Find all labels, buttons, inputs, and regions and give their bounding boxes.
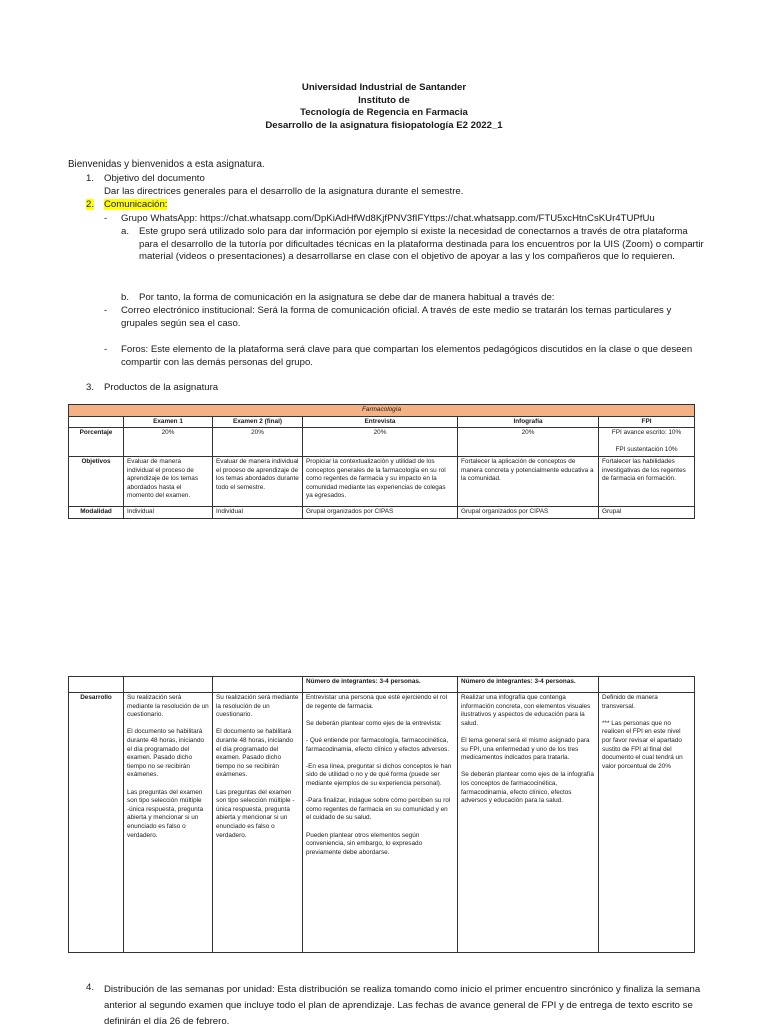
document-header [0,82,768,132]
table-row [69,693,695,953]
table-cell: 20% [213,428,303,457]
column-header: FPI [599,416,695,428]
table-cell: Su realización será mediante la resolución de un cuestionario. El documento se habilitará durante 48 horas, iniciando el día programado del examen. Pasado dicho tiempo no se recibirán exámenes. Las preguntas del examen son tipo selección múltiple - única respuesta, pregunta abierta y mencionar si un enunciado es falso o verdadero. [213,693,303,953]
section-1-number: 1. [86,173,95,184]
item-b-text: Por tanto, la forma de comunicación en la asignatura se debe dar de manera habitual a través de: [139,292,555,303]
section-1-title: Objetivo del documento [104,173,205,184]
dash-bullet: - [104,213,108,224]
table-cell: Individual [213,506,303,518]
section-4-text: Distribución de las semanas por unidad: Esta distribución se realiza tomando como inicio el primer encuentro sincrónico y finaliza la semana anterior al segundo examen que incluye todo el plan de aprendizaje. Las fechas de avance general de FPI y de entrega de texto escrito se definirán el día 26 de febrero. [104,984,701,1027]
table-cell: 20% [303,428,458,457]
table-cell: Grupal [599,506,695,518]
row-label: Objetivos [69,456,124,506]
program-name: Tecnología de Regencia en Farmacia [300,107,468,118]
entrevista-group-size: Número de integrantes: 3-4 personas. [303,677,458,693]
item-a-label: a. [121,226,130,237]
table-cell: Grupal organizados por CIPAS [458,506,599,518]
table-cell [69,677,124,693]
table-cell: FPI avance escrito: 10% FPI sustentación 10% [599,428,695,457]
table-row [69,428,695,457]
dash-bullet: - [104,344,108,355]
table-cell: Fortalecer la aplicación de conceptos de manera concreta y potencialmente educativa a la comunidad. [458,456,599,506]
institute-name: Instituto de [358,94,410,106]
table-header-row [69,677,695,693]
row-label: Porcentaje [69,428,124,457]
column-header [69,416,124,428]
item-a-text: Este grupo será utilizado solo para dar información por ejemplo si existe la necesidad de conectarnos a través de otra plataforma para el desarrollo de la tutoría por dificultades técnicas en la plataforma destinada para los encuentros por la UIS (Zoom) o compartir material (videos o presentaciones) a desarrollarse en clase con el objetivo de apoyar a las y los compañeros que lo requieren. [139,226,704,262]
section-4-number: 4. [86,982,95,993]
table-row [69,506,695,518]
column-header: Entrevista [303,416,458,428]
table-row [69,456,695,506]
section-2-title: Comunicación: [104,199,168,210]
university-name: Universidad Industrial de Santander [301,82,467,93]
table-header-row [69,416,695,428]
section-2-number: 2. [86,199,95,210]
table-cell: Definido de manera transversal. *** Las personas que no realicen el FPI en este nivel por favor revisar el apartado sustito de FPI al final del documento el cual tendrá un valor porcentual de 20% [599,693,695,953]
dash-bullet: - [104,305,108,316]
products-table [68,404,695,519]
row-label: Modalidad [69,506,124,518]
item-b-label: b. [121,292,130,303]
column-header: Infografía [458,416,599,428]
table-cell: Su realización será mediante la resolución de un cuestionario. El documento se habilitará durante 48 horas, iniciando el día programado del examen. Pasado dicho tiempo no se recibirán exámenes. Las preguntas del examen son tipo selección múltiple -única respuesta, pregunta abierta y mencionar si un enunciado es falso o verdadero. [124,693,213,953]
section-1-text: Dar las directrices generales para el desarrollo de la asignatura durante el semestre. [104,186,464,197]
table-cell: Individual [124,506,213,518]
table-cell: Fortalecer las habilidades investigativas de los regentes de farmacia en formación. [599,456,695,506]
products-table-continued [68,676,695,953]
column-header: Examen 2 (final) [213,416,303,428]
table-cell: 20% [124,428,213,457]
table-cell [213,677,303,693]
course-title: Desarrollo de la asignatura fisiopatología E2 2022_1 [265,119,503,131]
table-cell: Propiciar la contextualización y utilidad de los conceptos generales de la farmacología en su rol como regentes de farmacia y su impacto en la comunidad mediante las experiencias de colegas ya egresados. [303,456,458,506]
subject-band: Farmacología [69,405,695,417]
row-label: Desarrollo [69,693,124,953]
table-cell [599,677,695,693]
table-cell: Entrevistar una persona que esté ejerciendo el rol de regente de farmacia. Se deberán plantear como ejes de la entrevista: - Qué entiende por farmacología, farmacocinética, farmacodinamia, efecto clínico y efectos adversos. -En esa línea, preguntar si dichos conceptos le han sido de utilidad o no y de qué forma (puede ser mediante ejemplos de su experiencia personal). -Para finalizar, indague sobre cómo perciben su rol como regentes de farmacia en su comunidad y en el cuidado de su salud. Pueden plantear otros elementos según conveniencia, sin embargo, lo expresado previamente debe abordarse. [303,693,458,953]
table-cell [124,677,213,693]
table-cell: Evaluar de manera individual el proceso de aprendizaje de los temas abordados hasta el momento del examen. [124,456,213,506]
infografia-group-size: Número de integrantes: 3-4 personas. [458,677,599,693]
welcome-text: Bienvenidas y bienvenidos a esta asignatura. [68,159,265,170]
column-header: Examen 1 [124,416,213,428]
table-band-row [69,405,695,417]
whatsapp-link[interactable]: Grupo WhatsApp: https://chat.whatsapp.com/DpKiAdHfWd8KjfPNV3fIFYttps://chat.whatsapp.com/FTU5xcHtnCsKUr4TUPfUu [121,213,655,224]
section-3-title: Productos de la asignatura [104,382,219,393]
foros-text: Foros: Este elemento de la plataforma será clave para que compartan los elementos pedagógicos discutidos en la clase o que deseen compartir con las demás personas del grupo. [121,344,693,368]
correo-text: Correo electrónico institucional: Será la forma de comunicación oficial. A través de este medio se tratarán los temas particulares y grupales según sea el caso. [121,305,672,329]
section-3-number: 3. [86,382,95,393]
table-cell: Grupal organizados por CIPAS [303,506,458,518]
table-cell: Realizar una infografía que contenga información concreta, con elementos visuales ilustrativos y aspectos de educación para la salud. El tema general será el mismo asignado para su FPI, una enfermedad y uno de los tres medicamentos indicados para tratarla. Se deberán plantear como ejes de la infografía los conceptos de farmacocinética, farmacodinamia, efecto clínico, efectos adversos y educación para la salud. [458,693,599,953]
table-cell: Evaluar de manera individual el proceso de aprendizaje de los temas abordados durante todo el semestre. [213,456,303,506]
table-cell: 20% [458,428,599,457]
